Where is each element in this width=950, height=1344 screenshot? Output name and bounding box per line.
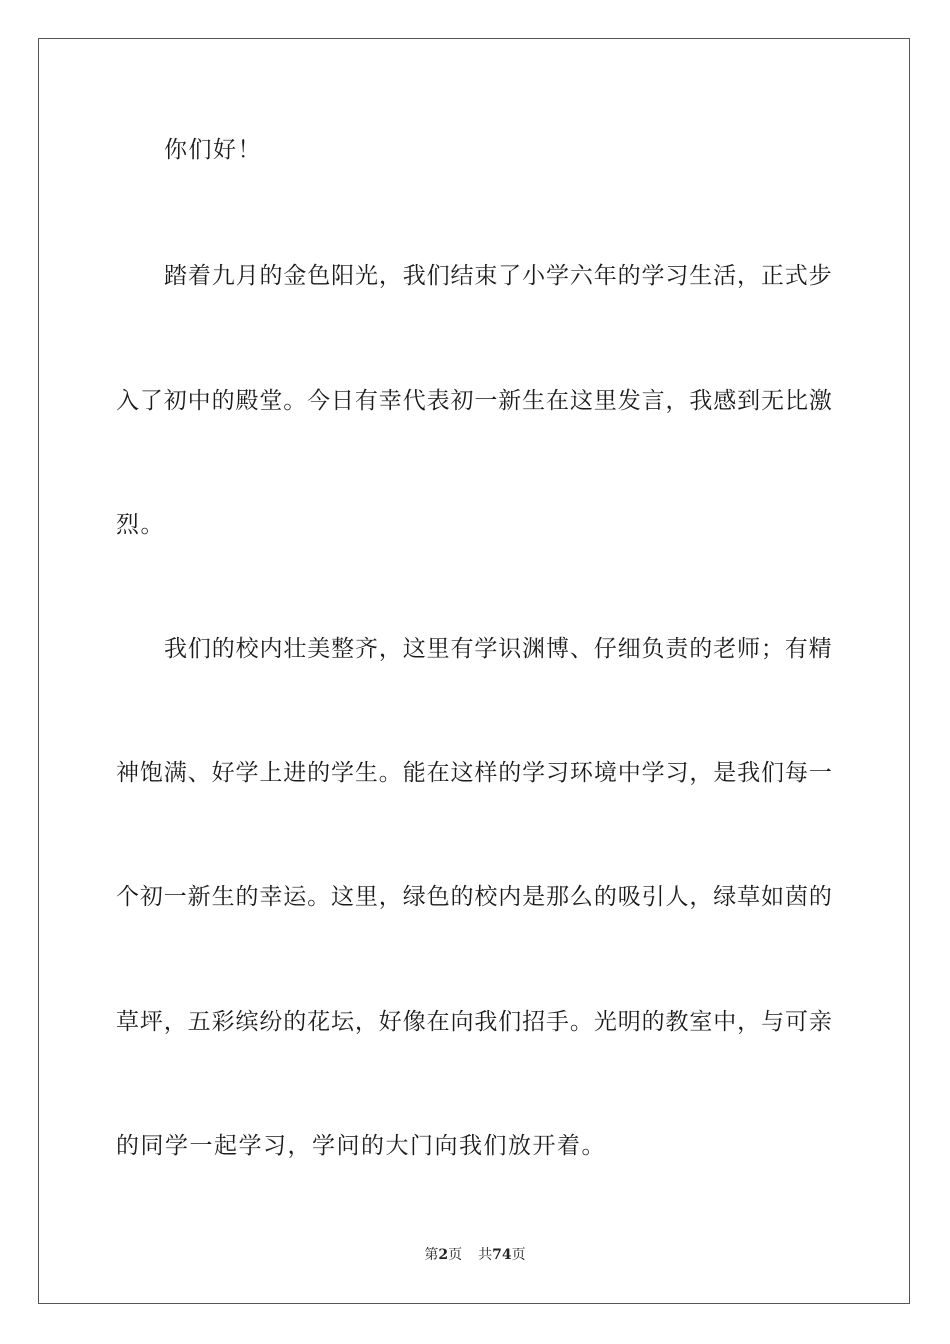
char: 生 [211, 884, 235, 910]
char: 的 [307, 760, 331, 786]
char: 的 [259, 263, 283, 289]
char: 校 [474, 884, 498, 910]
char: 坪 [139, 1009, 163, 1035]
char: 。 [569, 1009, 593, 1035]
char: 光 [355, 263, 378, 289]
char: 博 [546, 636, 569, 662]
char: 小 [522, 263, 546, 289]
char: ， [378, 884, 402, 910]
char: 发 [617, 388, 641, 414]
char: 与 [761, 1009, 785, 1035]
char: 日 [331, 388, 355, 414]
char: 。 [378, 760, 402, 786]
char: 好 [378, 1009, 402, 1035]
char: 缤 [235, 1009, 259, 1035]
char: 在 [426, 1009, 450, 1035]
total-pages: 74 [492, 1247, 512, 1263]
char: 内 [259, 636, 283, 662]
char: 上 [259, 760, 283, 786]
char: 言 [641, 388, 665, 414]
char: 美 [307, 636, 331, 662]
char: 是 [713, 760, 737, 786]
paragraph-3-line-3 [116, 882, 832, 912]
char: 有 [354, 388, 378, 414]
char: 的 [211, 388, 235, 414]
char: 齐 [355, 636, 378, 662]
char: 。 [283, 388, 307, 414]
char: 的 [641, 1009, 665, 1035]
paragraph-1-line-1: 你们好！ [164, 137, 262, 163]
char: ， [378, 263, 402, 289]
char: 可 [784, 1009, 808, 1035]
char: 么 [569, 884, 593, 910]
char: 学 [522, 760, 546, 786]
char: ， [378, 636, 402, 662]
page-suffix: 页 [448, 1247, 463, 1263]
char: 新 [498, 388, 522, 414]
char: 这 [402, 636, 426, 662]
char: 里 [354, 884, 378, 910]
char: 运 [283, 884, 307, 910]
char: 进 [283, 760, 307, 786]
char: ， [665, 388, 689, 414]
char: 结 [450, 263, 474, 289]
char: 我 [474, 1009, 498, 1035]
char: 们 [426, 263, 450, 289]
char: 的 [283, 1009, 307, 1035]
char: 学 [546, 263, 569, 289]
total-suffix: 页 [511, 1247, 526, 1263]
paragraph-2-line-2 [116, 386, 832, 416]
char: 招 [522, 1009, 546, 1035]
paragraph-2-line-1 [164, 261, 832, 291]
char: 生 [522, 388, 546, 414]
char: 壮 [283, 636, 307, 662]
char: 的 [498, 760, 522, 786]
char: 踏 [164, 263, 187, 289]
char: 我 [737, 760, 761, 786]
char: 样 [474, 760, 498, 786]
char: 明 [617, 1009, 641, 1035]
char: 金 [283, 263, 307, 289]
char: 着 [187, 263, 211, 289]
char: 的 [450, 884, 474, 910]
char: 向 [450, 1009, 474, 1035]
char: 正 [760, 263, 784, 289]
char: 是 [522, 884, 546, 910]
char: 一 [474, 388, 498, 414]
char: 教 [665, 1009, 689, 1035]
char: 仔 [593, 636, 617, 662]
char: 引 [641, 884, 665, 910]
page-footer [0, 1246, 950, 1264]
total-prefix: 共 [478, 1247, 493, 1263]
paragraph-2-line-3: 烈。 [116, 512, 165, 538]
char: 学 [641, 263, 665, 289]
char: ， [354, 1009, 378, 1035]
char: 有 [450, 636, 474, 662]
char: 彩 [211, 1009, 235, 1035]
char: 生 [354, 760, 378, 786]
char: 的 [211, 636, 235, 662]
char: 一 [163, 884, 187, 910]
char: 色 [307, 263, 331, 289]
char: 老 [713, 636, 737, 662]
char: 渊 [522, 636, 546, 662]
page-border [38, 38, 910, 1304]
char: 细 [617, 636, 641, 662]
char: 了 [498, 263, 522, 289]
char: 月 [235, 263, 259, 289]
char: 激 [808, 388, 832, 414]
char: 室 [689, 1009, 713, 1035]
char: 境 [593, 760, 617, 786]
char: ， [737, 1009, 761, 1035]
char: 整 [331, 636, 355, 662]
char: 绿 [402, 884, 426, 910]
char: 如 [761, 884, 785, 910]
char: 学 [235, 760, 259, 786]
char: 那 [546, 884, 570, 910]
char: 在 [426, 760, 450, 786]
char: 的 [593, 884, 617, 910]
char: 阳 [331, 263, 355, 289]
char: 光 [593, 1009, 617, 1035]
paragraph-3-line-1 [164, 634, 832, 664]
char: 色 [426, 884, 450, 910]
char: 能 [402, 760, 426, 786]
char: 草 [116, 1009, 139, 1035]
char: 亲 [808, 1009, 832, 1035]
paragraph-3-line-2 [116, 758, 832, 788]
char: 六 [569, 263, 593, 289]
char: 中 [187, 388, 211, 414]
char: 式 [784, 263, 808, 289]
char: ； [760, 636, 784, 662]
char: 感 [713, 388, 737, 414]
char: 堂 [259, 388, 283, 414]
char: ， [737, 263, 760, 289]
char: 无 [761, 388, 785, 414]
char: 坛 [331, 1009, 355, 1035]
char: 、 [569, 636, 593, 662]
char: 束 [474, 263, 498, 289]
char: ， [163, 1009, 187, 1035]
char: 学 [474, 636, 498, 662]
char: 幸 [378, 388, 402, 414]
paragraph-3-line-4 [116, 1007, 832, 1037]
char: 初 [163, 388, 187, 414]
char: 的 [808, 884, 832, 910]
paragraph-3-line-5: 的同学一起学习，学问的大门向我们放开着。 [116, 1133, 606, 1159]
char: 茵 [784, 884, 808, 910]
char: 生 [689, 263, 713, 289]
char: 负 [641, 636, 665, 662]
char: 代 [402, 388, 426, 414]
char: 这 [569, 388, 593, 414]
page-prefix: 第 [424, 1247, 439, 1263]
char: 今 [307, 388, 331, 414]
char: 学 [331, 760, 355, 786]
char: 责 [665, 636, 689, 662]
char: 花 [307, 1009, 331, 1035]
char: 纷 [259, 1009, 283, 1035]
char: 中 [617, 760, 641, 786]
char: 殿 [235, 388, 259, 414]
char: 内 [498, 884, 522, 910]
char: 中 [713, 1009, 737, 1035]
char: 在 [546, 388, 570, 414]
char: 我 [402, 263, 426, 289]
char: 步 [808, 263, 832, 289]
char: 五 [187, 1009, 211, 1035]
char: 习 [665, 760, 689, 786]
char: 们 [761, 760, 785, 786]
char: 满 [163, 760, 187, 786]
char: 。 [307, 884, 331, 910]
char: 比 [784, 388, 808, 414]
char: 到 [737, 388, 761, 414]
char: 入 [116, 388, 139, 414]
char: 每 [784, 760, 808, 786]
char: 九 [211, 263, 235, 289]
char: 草 [737, 884, 761, 910]
char: 们 [498, 1009, 522, 1035]
char: 好 [211, 760, 235, 786]
char: 的 [617, 263, 641, 289]
char: 习 [665, 263, 689, 289]
char: 手 [546, 1009, 570, 1035]
char: 初 [450, 388, 474, 414]
char: 一 [808, 760, 832, 786]
char: 识 [498, 636, 522, 662]
char: 初 [139, 884, 163, 910]
char: 绿 [713, 884, 737, 910]
char: 师 [737, 636, 760, 662]
char: 里 [426, 636, 450, 662]
char: 个 [116, 884, 139, 910]
char: 的 [235, 884, 259, 910]
page-number: 2 [438, 1247, 449, 1263]
char: 环 [569, 760, 593, 786]
char: 的 [689, 636, 713, 662]
char: 有 [784, 636, 808, 662]
char: 人 [665, 884, 689, 910]
char: 活 [713, 263, 737, 289]
char: 吸 [617, 884, 641, 910]
char: 习 [546, 760, 570, 786]
char: 了 [139, 388, 163, 414]
char: 校 [235, 636, 259, 662]
char: 里 [593, 388, 617, 414]
char: 这 [331, 884, 355, 910]
char: 们 [187, 636, 211, 662]
char: 学 [641, 760, 665, 786]
char: 、 [187, 760, 211, 786]
char: 幸 [259, 884, 283, 910]
char: 像 [402, 1009, 426, 1035]
char: 我 [689, 388, 713, 414]
char: 精 [808, 636, 832, 662]
char: 表 [426, 388, 450, 414]
char: ， [689, 760, 713, 786]
char: 神 [116, 760, 139, 786]
char: 年 [593, 263, 617, 289]
char: 新 [187, 884, 211, 910]
char: 我 [164, 636, 187, 662]
char: ， [689, 884, 713, 910]
char: 这 [450, 760, 474, 786]
char: 饱 [139, 760, 163, 786]
